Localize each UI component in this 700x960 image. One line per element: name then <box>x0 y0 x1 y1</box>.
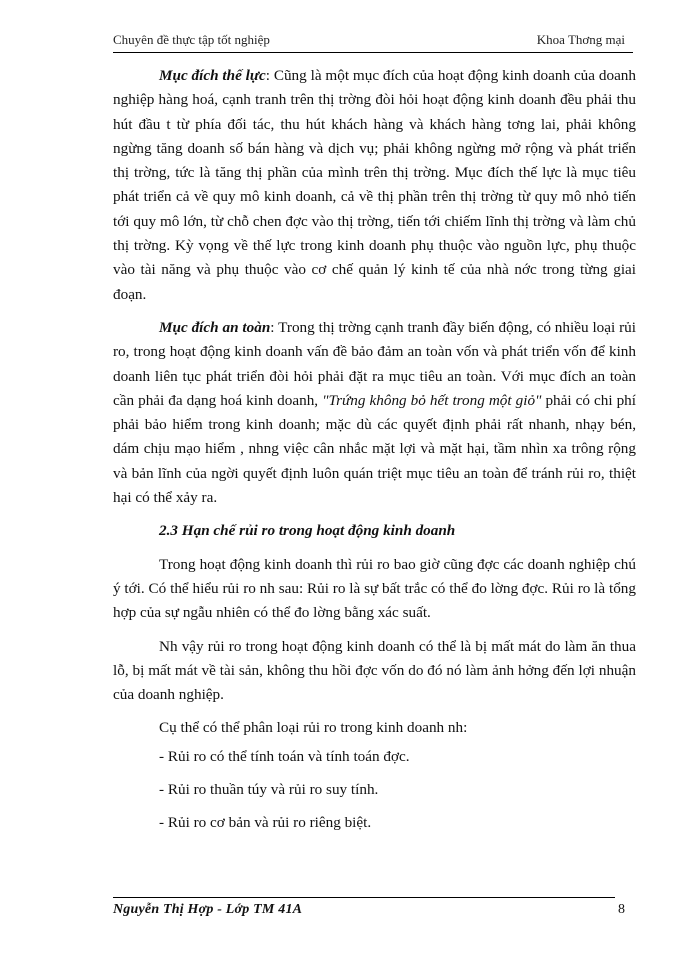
list-item: - Rủi ro có thể tính toán và tính toán đợc. <box>159 747 410 765</box>
paragraph-muc-dich-an-toan <box>113 316 636 510</box>
header-left-title: Chuyên đề thực tập tốt nghiệp <box>113 32 270 47</box>
header-rule <box>113 52 633 53</box>
footer-rule <box>113 897 615 898</box>
footer-author: Nguyễn Thị Hợp - Lớp TM 41A <box>113 902 303 917</box>
paragraph-risk-classification: Cụ thể có thể phân loại rủi ro trong kinh doanh nh: <box>159 719 468 737</box>
list-item: - Rủi ro cơ bản và rủi ro riêng biệt. <box>159 814 372 832</box>
paragraph-text: phải có chi phí phải bảo hiểm trong kinh doanh; mặc dù các quyết định phải rất nhanh, nhạy bén, dám chịu mạo hiểm , nhng việc cân nhắc mặt lợi và mặt hại, tầm nhìn xa trông rộng và bản lĩnh của ngời quyết định luôn quán triệt mục tiêu an toàn để tránh rủi ro, thiệt hại có thể xảy ra. <box>113 391 636 507</box>
page-footer <box>113 902 625 924</box>
page-number: 8 <box>618 902 625 917</box>
header-right-title: Khoa Thơng mại <box>536 32 625 47</box>
paragraph-lead: Mục đích an toàn <box>159 318 271 336</box>
paragraph-lead: Mục đích thế lực <box>159 67 266 84</box>
paragraph-risk-consequences: Nh vậy rủi ro trong hoạt động kinh doanh có thể là bị mất mát do làm ăn thua lỗ, bị mất mát về tài sản, không thu hồi đợc vốn do đó nó làm ảnh hởng đến lợi nhuận của doanh nghiệp. <box>113 637 636 704</box>
document-body <box>113 64 636 845</box>
list-item: - Rủi ro thuần túy và rủi ro suy tính. <box>159 781 379 799</box>
paragraph-text: : Trong thị trờng cạnh tranh đầy biến động, có nhiều loại rủi ro, trong hoạt động kinh doanh vấn đề bảo đảm an toàn vốn và phát triển vốn để kinh doanh liên tục phát triển đòi hỏi phải đặt ra mục tiêu an toàn. Với mục đích an toàn cần phải đa dạng hoá kinh doanh, <box>113 318 636 409</box>
paragraph-muc-dich-the-luc <box>113 64 636 307</box>
paragraph-text: : Cũng là một mục đích của hoạt động kinh doanh của doanh nghiệp hàng hoá, cạnh tranh trên thị trờng đòi hỏi hoạt động kinh doanh đều phải thu hút đầu t từ phía đối tác, thu hút khách hàng và khách hàng tơng lai, phải không ngừng tăng doanh số bán hàng và dịch vụ; phải không ngừng mở rộng và phát triển thị trờng, tức là tăng thị phần của mình trên thị trờng. Mục đích thế lực là mục tiêu phát triển cả về quy mô kinh doanh, cả về thị phần trên thị trờng từ quy mô nhỏ tiến tới quy mô lớn, từ chỗ chen đợc vào thị trờng, tiến tới chiếm lĩnh thị trờng và làm chủ thị trờng. Kỳ vọng về thế lực trong kinh doanh phụ thuộc vào nguồn lực, phụ thuộc vào tài năng và phụ thuộc vào cơ chế quản lý kinh tế của nhà nớc trong từng giai đoạn. <box>113 67 636 303</box>
page-header <box>113 32 625 52</box>
paragraph-risk-definition: Trong hoạt động kinh doanh thì rủi ro bao giờ cũng đợc các doanh nghiệp chú ý tới. Có thể hiểu rủi ro nh sau: Rủi ro là sự bất trắc có thể đo lờng đợc. Rủi ro là tổng hợp của sự ngẫu nhiên có thể đo lờng bằng xác suất. <box>113 555 636 622</box>
quote-text: "Trứng không bỏ hết trong một giỏ" <box>322 391 542 409</box>
section-heading: 2.3 Hạn chế rủi ro trong hoạt động kinh doanh <box>159 522 456 540</box>
